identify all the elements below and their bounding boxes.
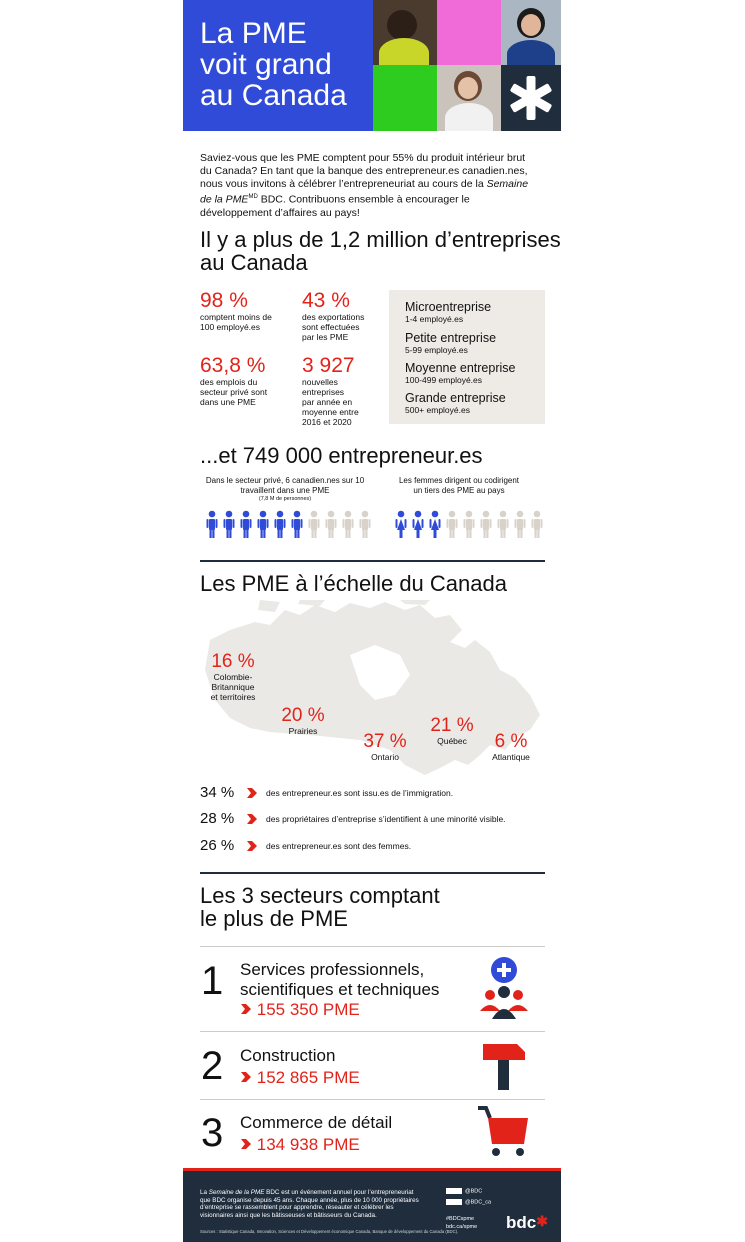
size-small: Petite entreprise 5-99 employé.es xyxy=(405,331,497,355)
social-handle-bdc[interactable]: @BDC xyxy=(446,1188,482,1195)
photo-worker xyxy=(373,0,437,65)
people-plus-icon xyxy=(478,955,530,1021)
photo-woman-industrial xyxy=(437,65,501,131)
sector-rank-1: 1 xyxy=(201,959,224,1003)
bdc-logo: bdc✱ xyxy=(506,1213,548,1232)
person-icon xyxy=(514,510,526,538)
arrow-right-icon xyxy=(246,813,258,825)
region-ontario: 37 % Ontario xyxy=(363,731,407,762)
entrepreneurs-heading: ...et 749 000 entrepreneur.es xyxy=(200,443,483,468)
logo-tile xyxy=(501,65,561,131)
hero-title-panel xyxy=(183,0,373,131)
section-divider xyxy=(200,872,545,874)
page-title: La PME voit grand au Canada xyxy=(200,17,347,112)
sector-rank-2: 2 xyxy=(201,1044,224,1088)
social-handle-bdc-ca[interactable]: @BDC_ca xyxy=(446,1199,491,1206)
women-pictogram xyxy=(395,510,548,543)
size-large: Grande entreprise 500+ employé.es xyxy=(405,391,506,415)
person-highlighted-icon xyxy=(240,510,252,538)
person-icon xyxy=(463,510,475,538)
person-highlighted-icon xyxy=(206,510,218,538)
person-highlighted-icon xyxy=(412,510,424,538)
sector-separator xyxy=(200,946,545,947)
canada-heading: Les PME à l’échelle du Canada xyxy=(200,571,507,596)
footer-sources: Sources : Statistique Canada, Innovation, Sciences et Développement économique Canada, Banque de développement du Canada (BDC). xyxy=(200,1229,459,1234)
sector-value-3: 134 938 PME xyxy=(240,1135,360,1155)
asterisk-logo-icon xyxy=(501,65,561,131)
person-icon xyxy=(480,510,492,538)
person-highlighted-icon xyxy=(274,510,286,538)
person-highlighted-icon xyxy=(257,510,269,538)
sector-title-2: Construction xyxy=(240,1046,336,1065)
person-highlighted-icon xyxy=(291,510,303,538)
sector-separator xyxy=(200,1099,545,1100)
region-prairies: 20 % Prairies xyxy=(281,705,325,736)
stat-immigration: 34 % des entrepreneur.es sont issu.es de l’immigration. xyxy=(200,784,454,801)
region-atlantic: 6 % Atlantique xyxy=(492,731,530,762)
stat-private-jobs: 63,8 % des emplois du secteur privé sont dans une PME xyxy=(200,354,268,407)
sector-rank-3: 3 xyxy=(201,1111,224,1155)
arrow-right-icon xyxy=(246,840,258,852)
person-icon xyxy=(497,510,509,538)
enterprises-heading: Il y a plus de 1,2 million d’entreprises au Canada xyxy=(200,227,561,275)
social-icons xyxy=(446,1188,462,1194)
region-bc-territories: 16 % Colombie-Britannique et territoires xyxy=(210,651,256,702)
sector-title-3: Commerce de détail xyxy=(240,1113,393,1132)
footer-description: La Semaine de la PME BDC est un événement annuel pour l’entrepreneuriat que BDC organise depuis 45 ans. Chaque année, plus de 10 000 propriétaires d’entreprise se rassemblent pour apprendre, réseauter et célébrer les visionnaires ainsi que les bâtisseuses et bâtisseurs du Canada. xyxy=(200,1189,419,1219)
pme-employment-caption: Dans le secteur privé, 6 canadien.nes sur 10 travaillent dans une PME (7,8 M de personnes) xyxy=(205,476,365,502)
arrow-right-icon xyxy=(240,1003,252,1015)
shopping-cart-icon xyxy=(476,1102,532,1158)
person-icon xyxy=(531,510,543,538)
sector-value-1: 155 350 PME xyxy=(240,1000,360,1020)
hammer-icon xyxy=(479,1040,529,1092)
sectors-heading: Les 3 secteurs comptant le plus de PME xyxy=(200,883,440,931)
size-medium: Moyenne entreprise 100-499 employé.es xyxy=(405,361,516,385)
asterisk-logo-icon: ✱ xyxy=(536,1213,548,1229)
person-highlighted-icon xyxy=(223,510,235,538)
person-icon xyxy=(359,510,371,538)
infographic-page xyxy=(183,0,561,1242)
website-link[interactable]: bdc.ca/spme xyxy=(446,1224,478,1230)
person-highlighted-icon xyxy=(395,510,407,538)
region-quebec: 21 % Québec xyxy=(430,715,474,746)
arrow-right-icon xyxy=(240,1138,252,1150)
intro-paragraph: Saviez-vous que les PME comptent pour 55% du produit intérieur brut du Canada? En tant que la banque des entrepreneur.es canadien.nes, nous vous invitons à célébrer l’entrepreneuriat au cours de la Semaine de la $PME^{MD}$ BDC. Contribuons ensemble à encourager le développement d’affaires au pays! xyxy=(200,152,529,219)
stat-women: 26 % des entrepreneur.es sont des femmes. xyxy=(200,837,412,854)
sector-separator xyxy=(200,1031,545,1032)
pink-tile xyxy=(437,0,501,65)
stat-exports: 43 % des exportations sont effectuées par les PME xyxy=(302,289,365,342)
women-leadership-caption: Les femmes dirigent ou codirigent un tiers des PME au pays xyxy=(398,476,520,495)
hashtag-link[interactable]: #BDCspme xyxy=(446,1216,475,1222)
arrow-right-icon xyxy=(246,787,258,799)
footer xyxy=(183,1168,561,1242)
stat-under-100: 98 % comptent moins de 100 employé.es xyxy=(200,289,272,332)
green-tile xyxy=(373,65,437,131)
social-icons xyxy=(446,1199,462,1205)
sector-title-1: Services professionnels, scientifiques et techniques xyxy=(240,960,440,999)
size-micro: Microentreprise 1-4 employé.es xyxy=(405,300,492,324)
stat-visible-minority: 28 % des propriétaires d’entreprise s’identifient à une minorité visible. xyxy=(200,810,506,827)
employment-pictogram xyxy=(206,510,376,543)
person-icon xyxy=(446,510,458,538)
person-icon xyxy=(308,510,320,538)
sector-value-2: 152 865 PME xyxy=(240,1068,360,1088)
footer-red-bar xyxy=(183,1168,561,1171)
arrow-right-icon xyxy=(240,1071,252,1083)
person-highlighted-icon xyxy=(429,510,441,538)
business-size-legend xyxy=(389,290,545,424)
person-icon xyxy=(342,510,354,538)
stat-new-businesses: 3 927 nouvelles entreprises par année en moyenne entre 2016 et 2020 xyxy=(302,354,359,427)
person-icon xyxy=(325,510,337,538)
hero-banner xyxy=(183,0,561,131)
section-divider xyxy=(200,560,545,562)
photo-businesswoman xyxy=(501,0,561,65)
